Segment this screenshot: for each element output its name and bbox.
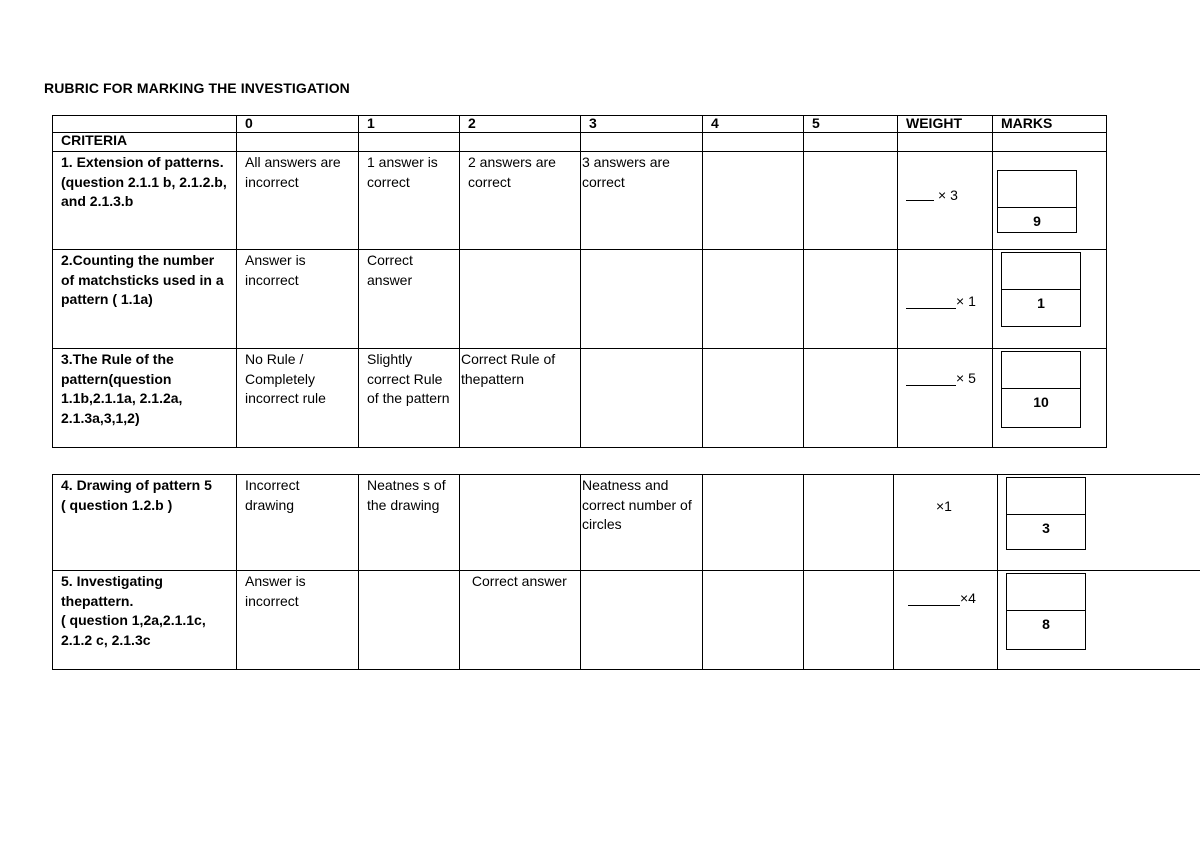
weight-multiplier: ×4 bbox=[960, 590, 976, 606]
score-4-cell bbox=[703, 349, 804, 448]
weight-blank[interactable] bbox=[906, 385, 956, 386]
score-2-cell: 2 answers are correct bbox=[460, 152, 581, 250]
score-0-cell: No Rule / Completely incorrect rule bbox=[237, 349, 359, 448]
rubric-table-upper bbox=[52, 115, 1107, 448]
score-4-cell bbox=[703, 571, 804, 670]
header-score-3: 3 bbox=[581, 116, 703, 133]
weight-multiplier: × 3 bbox=[938, 187, 958, 203]
header-score-1: 1 bbox=[359, 116, 460, 133]
weight-cell bbox=[894, 571, 998, 670]
mark-box[interactable] bbox=[1001, 252, 1081, 327]
header-criteria: CRITERIA bbox=[53, 133, 237, 152]
score-5-cell bbox=[804, 475, 894, 571]
marks-cell bbox=[993, 250, 1107, 349]
mark-value: 9 bbox=[1033, 213, 1041, 229]
header-weight: WEIGHT bbox=[898, 116, 993, 133]
weight-multiplier: × 1 bbox=[956, 293, 976, 309]
weight-blank[interactable] bbox=[908, 605, 960, 606]
header-row bbox=[53, 116, 1107, 133]
score-5-cell bbox=[804, 250, 898, 349]
header-score-5: 5 bbox=[804, 116, 898, 133]
mark-value: 1 bbox=[1037, 295, 1045, 311]
criteria-header-row bbox=[53, 133, 1107, 152]
score-1-cell bbox=[359, 571, 460, 670]
table-row bbox=[53, 349, 1107, 448]
score-2-cell: Correct answer bbox=[460, 571, 581, 670]
rubric-table-lower bbox=[52, 474, 1200, 670]
score-0-cell: All answers are incorrect bbox=[237, 152, 359, 250]
weight-cell bbox=[898, 152, 993, 250]
weight-multiplier: ×1 bbox=[936, 498, 952, 514]
score-4-cell bbox=[703, 475, 804, 571]
score-0-cell: Answer is incorrect bbox=[237, 571, 359, 670]
score-4-cell bbox=[703, 152, 804, 250]
score-3-cell bbox=[581, 250, 703, 349]
header-marks: MARKS bbox=[993, 116, 1107, 133]
score-1-cell: Correct answer bbox=[359, 250, 460, 349]
table-row bbox=[53, 250, 1107, 349]
score-3-cell bbox=[581, 349, 703, 448]
score-4-cell bbox=[703, 250, 804, 349]
mark-value: 3 bbox=[1042, 520, 1050, 536]
mark-value: 10 bbox=[1033, 394, 1049, 410]
criteria-cell: 2.Counting the number of matchsticks used in a pattern ( 1.1a) bbox=[53, 250, 237, 349]
score-5-cell bbox=[804, 571, 894, 670]
marks-cell bbox=[998, 475, 1200, 571]
table-row bbox=[53, 571, 1200, 670]
header-score-4: 4 bbox=[703, 116, 804, 133]
weight-cell bbox=[894, 475, 998, 571]
mark-box[interactable] bbox=[997, 170, 1077, 233]
page-title: RUBRIC FOR MARKING THE INVESTIGATION bbox=[44, 80, 350, 96]
table-row bbox=[53, 475, 1200, 571]
weight-blank[interactable] bbox=[906, 200, 934, 201]
marks-cell bbox=[993, 349, 1107, 448]
criteria-cell: 1. Extension of patterns. (question 2.1.1 b, 2.1.2.b, and 2.1.3.b bbox=[53, 152, 237, 250]
score-5-cell bbox=[804, 152, 898, 250]
score-0-cell: Answer is incorrect bbox=[237, 250, 359, 349]
score-3-cell: 3 answers are correct bbox=[581, 152, 703, 250]
criteria-cell: 3.The Rule of the pattern(question 1.1b,2.1.1a, 2.1.2a, 2.1.3a,3,1,2) bbox=[53, 349, 237, 448]
score-2-cell: Correct Rule of thepattern bbox=[460, 349, 581, 448]
weight-cell bbox=[898, 250, 993, 349]
score-2-cell bbox=[460, 475, 581, 571]
score-3-cell bbox=[581, 571, 703, 670]
criteria-cell: 4. Drawing of pattern 5 ( question 1.2.b ) bbox=[53, 475, 237, 571]
weight-cell bbox=[898, 349, 993, 448]
table-row bbox=[53, 152, 1107, 250]
score-1-cell: 1 answer is correct bbox=[359, 152, 460, 250]
header-score-0: 0 bbox=[237, 116, 359, 133]
score-1-cell: Neatnes s of the drawing bbox=[359, 475, 460, 571]
mark-box[interactable] bbox=[1006, 573, 1086, 650]
mark-box[interactable] bbox=[1006, 477, 1086, 550]
score-2-cell bbox=[460, 250, 581, 349]
score-5-cell bbox=[804, 349, 898, 448]
header-score-2: 2 bbox=[460, 116, 581, 133]
criteria-cell: 5. Investigating thepattern. ( question 1,2a,2.1.1c, 2.1.2 c, 2.1.3c bbox=[53, 571, 237, 670]
header-empty bbox=[53, 116, 237, 133]
weight-blank[interactable] bbox=[906, 308, 956, 309]
mark-value: 8 bbox=[1042, 616, 1050, 632]
score-1-cell: Slightly correct Rule of the pattern bbox=[359, 349, 460, 448]
score-0-cell: Incorrect drawing bbox=[237, 475, 359, 571]
marks-cell bbox=[993, 152, 1107, 250]
mark-box[interactable] bbox=[1001, 351, 1081, 428]
score-3-cell: Neatness and correct number of circles bbox=[581, 475, 703, 571]
weight-multiplier: × 5 bbox=[956, 370, 976, 386]
marks-cell bbox=[998, 571, 1200, 670]
